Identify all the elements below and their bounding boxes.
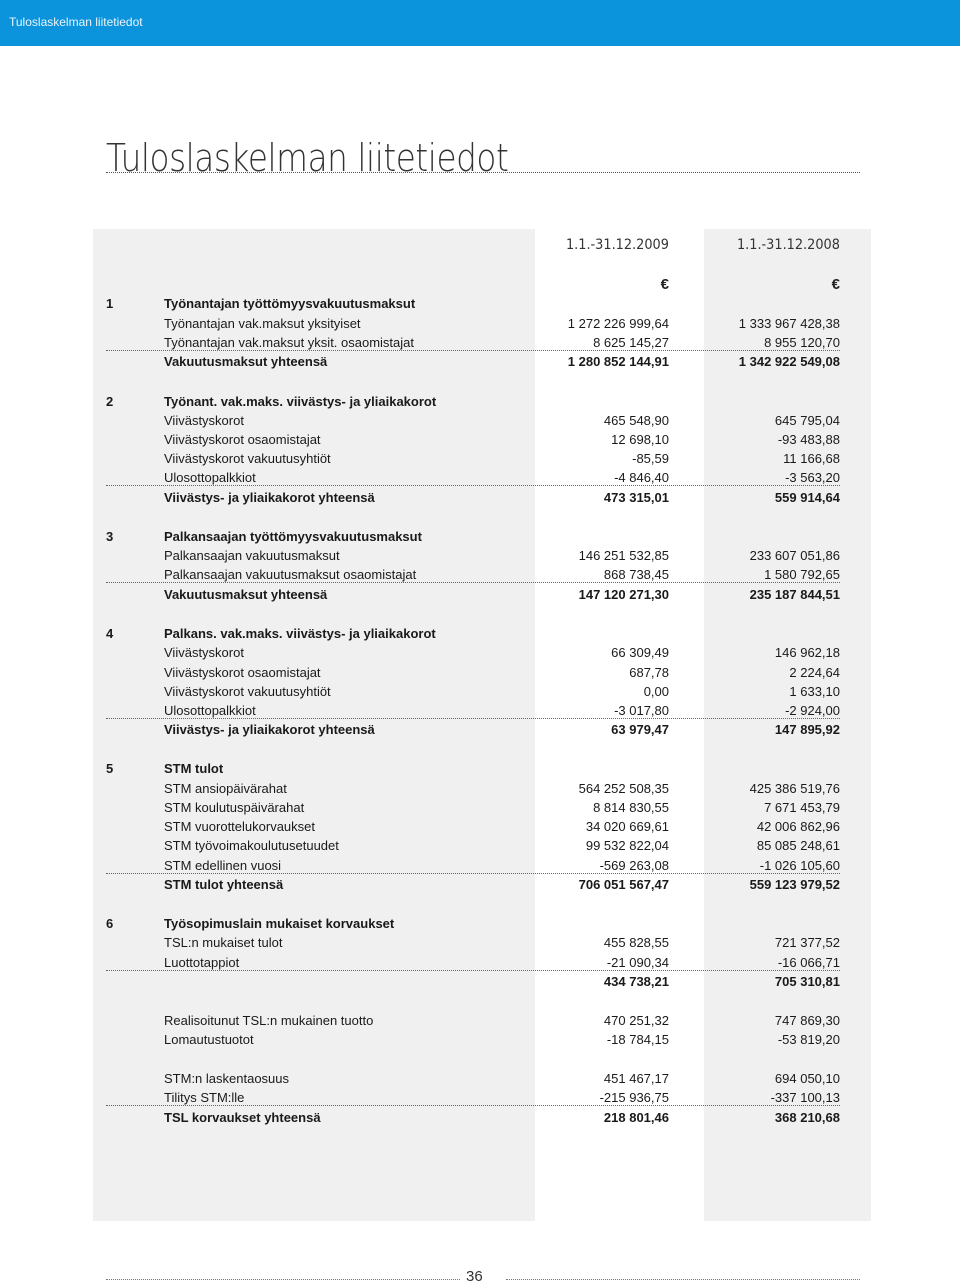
row-label: Viivästyskorot vakuutusyhtiöt [164,451,331,466]
row-value-2008: 559 123 979,52 [749,877,840,892]
table-row [106,916,840,935]
row-label: Luottotappiot [164,955,240,970]
row-label: Viivästyskorot [164,645,244,660]
row-value-2008: 7 671 453,79 [764,800,840,815]
table-row [106,722,840,741]
row-label: Vakuutusmaksut yhteensä [164,587,328,602]
row-value-2009: 470 251,32 [603,1013,669,1028]
row-value-2008: -337 100,13 [770,1090,840,1105]
title-divider [106,172,860,173]
table-row [106,819,840,838]
row-value-2008: 146 962,18 [774,645,840,660]
row-label: Työnantajan työttömyysvakuutusmaksut [164,296,416,311]
table-row [106,877,840,896]
row-value-2009: -21 090,34 [606,955,669,970]
row-value-2009: 1 280 852 144,91 [567,354,669,369]
table-row [106,1071,840,1090]
table-row [106,665,840,684]
row-value-2009: 147 120 271,30 [578,587,669,602]
table-row [106,838,840,857]
row-label: Palkans. vak.maks. viivästys- ja yliaikakorot [164,626,436,641]
row-label: STM tulot [164,761,224,776]
row-number: 4 [106,626,114,641]
row-value-2009: 455 828,55 [603,935,669,950]
row-value-2009: 8 625 145,27 [593,335,669,350]
row-value-2008: -1 026 105,60 [759,858,840,873]
row-value-2009: 146 251 532,85 [578,548,669,563]
table-row [106,858,840,877]
row-value-2009: -569 263,08 [599,858,669,873]
row-number: 2 [106,394,114,409]
table-row [106,1110,840,1129]
table-row [106,1090,840,1109]
row-label: TSL korvaukset yhteensä [164,1110,321,1125]
row-value-2009: 868 738,45 [603,567,669,582]
row-label: Työsopimuslain mukaiset korvaukset [164,916,395,931]
row-value-2008: 8 955 120,70 [764,335,840,350]
table-row [106,354,840,373]
row-label: Ulosottopalkkiot [164,703,256,718]
row-value-2009: 218 801,46 [603,1110,669,1125]
row-value-2009: 434 738,21 [603,974,669,989]
row-value-2008: 425 386 519,76 [749,781,840,796]
row-label: Työnantajan vak.maksut yksityiset [164,316,361,331]
table-row [106,626,840,645]
row-value-2009: 706 051 567,47 [578,877,669,892]
row-value-2009: 66 309,49 [611,645,669,660]
table-row [106,335,840,354]
row-number: 5 [106,761,114,776]
row-label: STM ansiopäivärahat [164,781,287,796]
row-value-2009: 63 979,47 [611,722,669,737]
row-label: Työnantajan vak.maksut yksit. osaomistajat [164,335,415,350]
row-label: STM edellinen vuosi [164,858,282,873]
row-label: Viivästys- ja yliaikakorot yhteensä [164,490,375,505]
row-value-2008: -16 066,71 [777,955,840,970]
row-value-2008: 1 333 967 428,38 [738,316,840,331]
row-label: Lomautustuotot [164,1032,254,1047]
row-label: STM:n laskentaosuus [164,1071,290,1086]
currency-symbol-2009: € [660,276,669,293]
row-value-2009: 687,78 [629,665,669,680]
row-value-2008: 1 633,10 [789,684,840,699]
currency-symbol-2008: € [831,276,840,293]
table-row [106,645,840,664]
row-value-2009: -3 017,80 [614,703,669,718]
row-value-2009: 473 315,01 [603,490,669,505]
table-row [106,761,840,780]
row-value-2008: 11 166,68 [783,451,840,466]
row-label: Palkansaajan vakuutusmaksut [164,548,340,563]
row-value-2009: -18 784,15 [606,1032,669,1047]
footer-rule-right [506,1279,860,1280]
table-row [106,587,840,606]
table-row [106,394,840,413]
row-value-2008: 42 006 862,96 [756,819,840,834]
row-label: Realisoitunut TSL:n mukainen tuotto [164,1013,374,1028]
row-value-2008: 559 914,64 [774,490,840,505]
row-label: STM työvoimakoulutusetuudet [164,838,339,853]
row-value-2008: 721 377,52 [774,935,840,950]
row-value-2008: 1 342 922 549,08 [738,354,840,369]
row-value-2008: 147 895,92 [774,722,840,737]
row-label: Ulosottopalkkiot [164,470,256,485]
row-value-2009: 465 548,90 [603,413,669,428]
row-value-2008: 747 869,30 [774,1013,840,1028]
row-value-2008: -93 483,88 [777,432,840,447]
row-value-2008: 1 580 792,65 [764,567,840,582]
row-value-2008: 368 210,68 [774,1110,840,1125]
row-value-2008: -53 819,20 [777,1032,840,1047]
row-label: Viivästyskorot vakuutusyhtiöt [164,684,331,699]
row-label: Työnant. vak.maks. viivästys- ja yliaikakorot [164,394,437,409]
footer-rule-left [106,1279,460,1280]
row-value-2008: 694 050,10 [774,1071,840,1086]
table-row [106,470,840,489]
table-row [106,955,840,974]
row-value-2008: 85 085 248,61 [756,838,840,853]
table-row [106,296,840,315]
row-label: STM tulot yhteensä [164,877,284,892]
row-value-2009: -4 846,40 [614,470,669,485]
row-value-2009: 0,00 [643,684,669,699]
row-label: Viivästyskorot osaomistajat [164,432,321,447]
table-row [106,781,840,800]
row-label: Vakuutusmaksut yhteensä [164,354,328,369]
row-label: STM vuorottelukorvaukset [164,819,316,834]
column-header-2009: 1.1.-31.12.2009 [566,237,669,253]
table-row [106,800,840,819]
table-row [106,490,840,509]
row-value-2008: -2 924,00 [785,703,840,718]
row-value-2009: -85,59 [632,451,669,466]
row-value-2008: -3 563,20 [785,470,840,485]
table-row [106,413,840,432]
table-row [106,1013,840,1032]
row-label: Tilitys STM:lle [164,1090,245,1105]
row-label: Palkansaajan työttömyysvakuutusmaksut [164,529,422,544]
row-value-2008: 233 607 051,86 [749,548,840,563]
row-number: 3 [106,529,114,544]
row-value-2009: 564 252 508,35 [578,781,669,796]
row-label: Viivästyskorot osaomistajat [164,665,321,680]
row-label: STM koulutuspäivärahat [164,800,305,815]
row-value-2009: -215 936,75 [599,1090,669,1105]
row-value-2008: 235 187 844,51 [749,587,840,602]
table-row [106,451,840,470]
row-label: Viivästys- ja yliaikakorot yhteensä [164,722,375,737]
table-row [106,1032,840,1051]
row-value-2008: 2 224,64 [789,665,840,680]
page-title: Tuloslaskelman liitetiedot [106,136,509,180]
row-label: Viivästyskorot [164,413,244,428]
top-header-bar [0,0,960,46]
table-row [106,432,840,451]
table-row [106,548,840,567]
row-number: 6 [106,916,114,931]
table-row [106,567,840,586]
column-header-2008: 1.1.-31.12.2008 [737,237,840,253]
page-number: 36 [466,1268,483,1285]
row-label: Palkansaajan vakuutusmaksut osaomistajat [164,567,417,582]
row-value-2008: 705 310,81 [774,974,840,989]
row-value-2009: 8 814 830,55 [593,800,669,815]
table-row [106,974,840,993]
table-row [106,529,840,548]
row-value-2009: 99 532 822,04 [585,838,669,853]
row-value-2008: 645 795,04 [774,413,840,428]
row-label: TSL:n mukaiset tulot [164,935,283,950]
table-row [106,935,840,954]
row-value-2009: 34 020 669,61 [585,819,669,834]
header-section-title: Tuloslaskelman liitetiedot [9,15,143,29]
row-value-2009: 1 272 226 999,64 [567,316,669,331]
table-row [106,316,840,335]
row-number: 1 [106,296,114,311]
row-value-2009: 12 698,10 [611,432,669,447]
row-value-2009: 451 467,17 [603,1071,669,1086]
table-row [106,703,840,722]
table-row [106,684,840,703]
